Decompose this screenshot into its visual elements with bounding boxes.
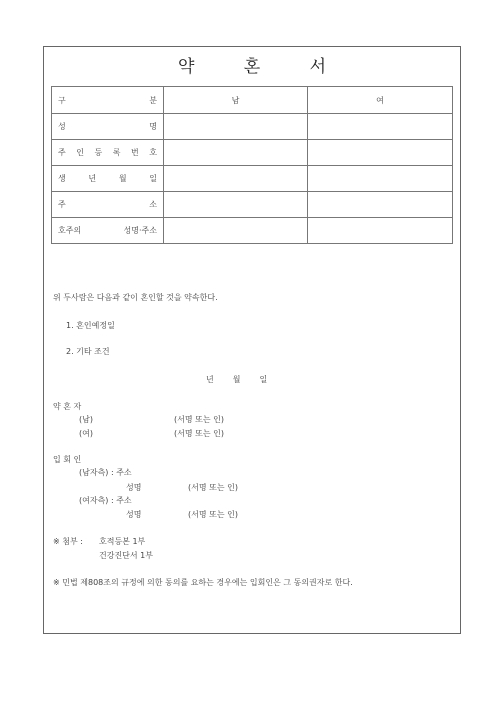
- witness-female-name-label: 성명: [126, 510, 142, 519]
- male-name-cell[interactable]: [164, 114, 308, 140]
- header-male: 남: [164, 87, 308, 114]
- witness-male-sign: (서명 또는 인): [188, 483, 238, 492]
- table-row-address: [52, 192, 453, 218]
- female-id-cell[interactable]: [308, 140, 453, 166]
- engaged-male-sign: (서명 또는 인): [174, 415, 224, 424]
- document-title: 약 혼 서: [177, 57, 349, 77]
- attachment-label: ※ 첨부 :: [53, 537, 83, 546]
- header-female: 여: [308, 87, 453, 114]
- female-birth-cell[interactable]: [308, 166, 453, 192]
- header-category: 구 분: [52, 87, 164, 114]
- row-label: 주 소: [52, 192, 164, 218]
- row-label: 호주의 성명·주소: [52, 218, 164, 244]
- table-row-birth: [52, 166, 453, 192]
- witness-male-name-label: 성명: [126, 483, 142, 492]
- row-label: 생 년 월 일: [52, 166, 164, 192]
- row-label: 성 명: [52, 114, 164, 140]
- date-line: 년 월 일: [206, 375, 269, 384]
- female-address-cell[interactable]: [308, 192, 453, 218]
- engaged-female-sign: (서명 또는 인): [174, 429, 224, 438]
- witness-male-side: (남자측) : 주소: [79, 468, 132, 477]
- male-address-cell[interactable]: [164, 192, 308, 218]
- attachment-doc1: 호적등본 1부: [99, 537, 146, 546]
- item-wedding-date: 1. 혼인예정일: [66, 321, 115, 330]
- row-label: 주 인 등 록 번 호: [52, 140, 164, 166]
- party-info-table: [51, 86, 453, 244]
- witness-female-sign: (서명 또는 인): [188, 510, 238, 519]
- male-id-cell[interactable]: [164, 140, 308, 166]
- male-household-cell[interactable]: [164, 218, 308, 244]
- engaged-female-label: (여): [79, 429, 93, 438]
- male-birth-cell[interactable]: [164, 166, 308, 192]
- statement-text: 위 두사람은 다음과 같이 혼인할 것을 약속한다.: [53, 293, 218, 302]
- engaged-male-label: (남): [79, 415, 93, 424]
- item-other-conditions: 2. 기타 조건: [66, 347, 110, 356]
- engaged-heading: 약 혼 자: [53, 402, 82, 411]
- attachment-doc2: 건강진단서 1부: [99, 551, 154, 560]
- female-household-cell[interactable]: [308, 218, 453, 244]
- table-header-row: [52, 87, 453, 114]
- witness-heading: 입 회 인: [53, 455, 82, 464]
- table-row-name: [52, 114, 453, 140]
- table-row-id: [52, 140, 453, 166]
- witness-female-side: (여자측) : 주소: [79, 496, 132, 505]
- table-row-household-head: [52, 218, 453, 244]
- female-name-cell[interactable]: [308, 114, 453, 140]
- legal-note: ※ 민법 제808조의 규정에 의한 동의를 요하는 경우에는 입회인은 그 동의권자로 한다.: [53, 578, 353, 587]
